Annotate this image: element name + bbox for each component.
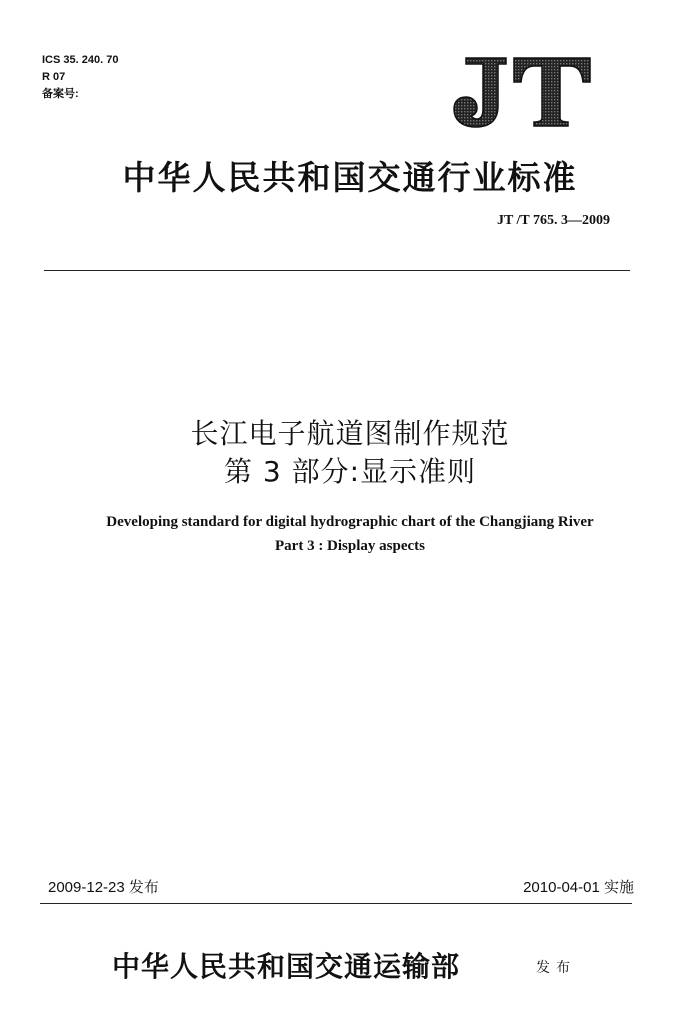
title-zh-line1: 长江电子航道图制作规范 (190, 417, 510, 450)
issuing-authority: 中华人民共和国交通运输部 (112, 950, 461, 983)
jt-logo (452, 54, 592, 128)
standard-number: JT /T 765. 3—2009 (496, 213, 610, 228)
filing-number-label: 备案号: (42, 88, 79, 100)
top-divider (44, 270, 630, 271)
issue-date: 2009-12-23 发布 (48, 879, 159, 896)
publish-label: 发布 (536, 960, 576, 976)
bottom-divider (40, 903, 632, 904)
standard-category-title: 中华人民共和国交通行业标准 (122, 158, 578, 197)
title-zh-line2: 第 3 部分:显示准则 (223, 455, 477, 488)
effective-date: 2010-04-01 实施 (523, 879, 634, 896)
category-code: R 07 (42, 71, 66, 83)
ics-code: ICS 35. 240. 70 (42, 54, 119, 66)
title-en-line2: Part 3 : Display aspects (275, 538, 425, 554)
title-en-line1: Developing standard for digital hydrographic chart of the Changjiang River (106, 514, 594, 530)
